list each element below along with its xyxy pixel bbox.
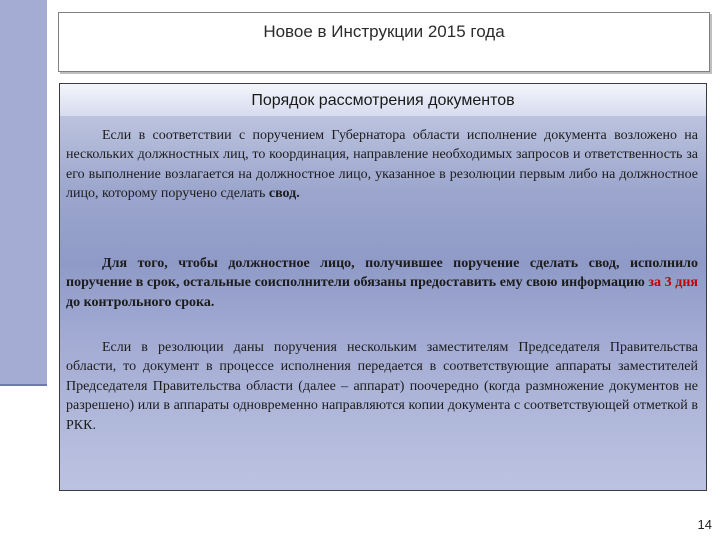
left-decor-bar	[0, 0, 47, 384]
paragraph-1-bold: свод.	[265, 186, 300, 202]
title-box	[58, 12, 710, 72]
deadline-highlight: за 3 дня	[648, 275, 698, 291]
paragraph-3: Если в резолюции даны поручения нескольким заместителям Председателя Правительства области, то документ в процессе исполнения передается в соответствующие аппараты заместителей Председателя Правительства области (далее – аппарат) поочередно (когда размножение документов не разрешено) или в аппараты одновременно направляются копии документа с соответствующей отметкой в РКК.	[66, 340, 698, 433]
paragraph-2	[66, 254, 698, 312]
left-decor-edge	[47, 0, 49, 386]
paragraph-1	[66, 126, 698, 204]
section-subtitle: Порядок рассмотрения документов	[251, 92, 515, 109]
slide-title: Новое в Инструкции 2015 года	[263, 22, 505, 41]
paragraph-2-end: до контрольного срока.	[66, 294, 215, 310]
left-decor-line	[0, 384, 47, 386]
page-number: 14	[697, 517, 712, 532]
paragraph-1-text: Если в соответствии с поручением Губернатора области исполнение документа возложено на нескольких должностных лиц, то координация, направление необходимых запросов и ответственность за его выполнение возлагается на должностное лицо, указанное в резолюции первым либо на должностное лицо, которому поручено сделать	[66, 128, 698, 202]
content-box	[59, 83, 707, 491]
subtitle-strip	[60, 84, 706, 116]
paragraph-2-text: Для того, чтобы должностное лицо, получившее поручение сделать свод, исполнило поручение в срок, остальные соисполнители обязаны предоставить ему свою информацию	[66, 256, 698, 291]
